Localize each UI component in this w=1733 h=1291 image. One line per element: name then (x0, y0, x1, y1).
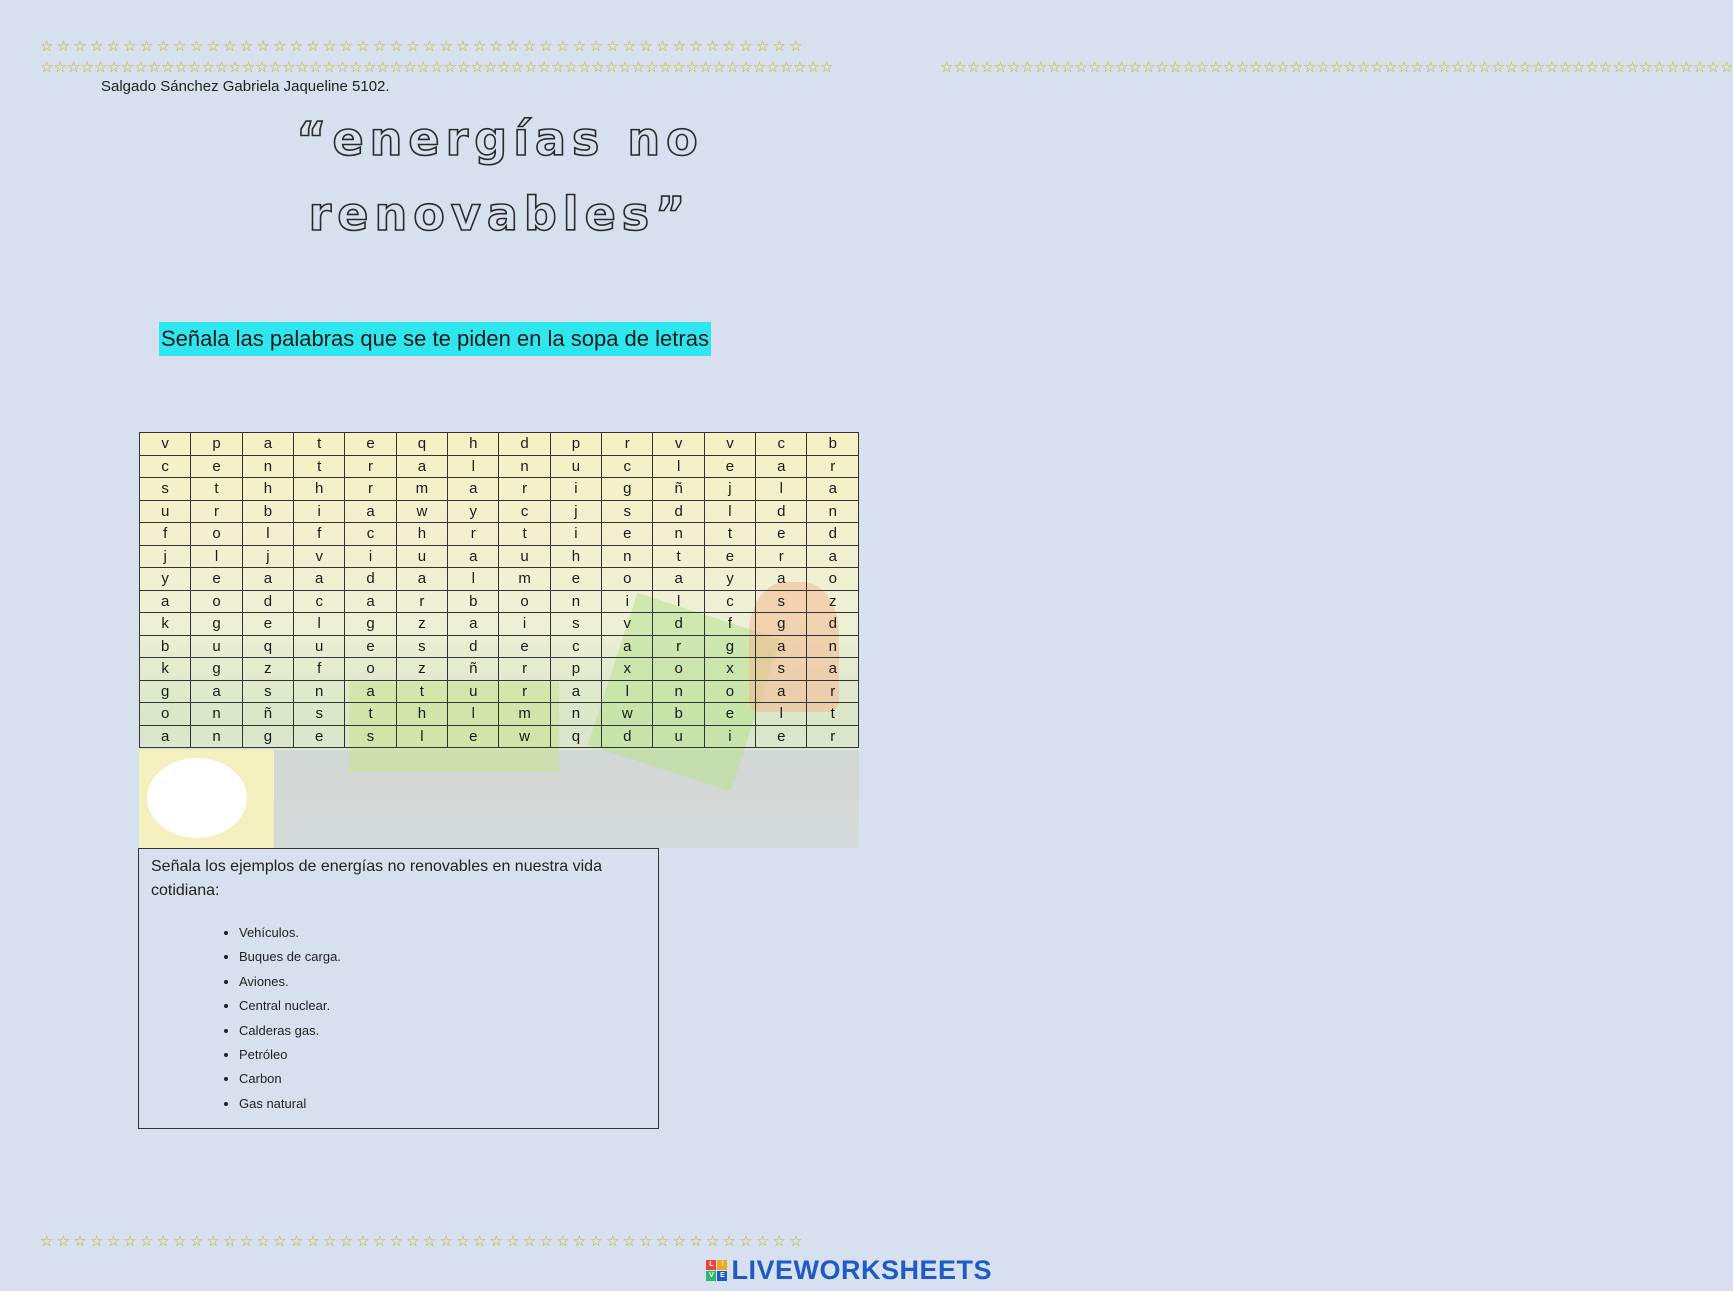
grid-cell[interactable]: d (242, 590, 293, 613)
grid-cell[interactable]: e (345, 433, 396, 456)
grid-cell[interactable]: h (396, 523, 447, 546)
grid-cell[interactable]: h (396, 703, 447, 726)
instruction-highlight: Señala las palabras que se te piden en la sopa de letras (159, 322, 711, 356)
grid-cell[interactable]: x (602, 658, 653, 681)
grid-cell[interactable]: k (140, 613, 191, 636)
grid-cell[interactable]: e (704, 455, 755, 478)
grid-cell[interactable]: d (807, 613, 859, 636)
examples-box (138, 848, 659, 1129)
grid-cell[interactable]: e (191, 568, 242, 591)
grid-cell[interactable]: s (756, 658, 807, 681)
grid-cell[interactable]: s (140, 478, 191, 501)
grid-cell[interactable]: b (807, 433, 859, 456)
grid-cell[interactable]: u (448, 680, 499, 703)
grid-cell[interactable]: g (602, 478, 653, 501)
grid-cell[interactable]: d (807, 523, 859, 546)
grid-cell[interactable]: g (704, 635, 755, 658)
grid-cell[interactable]: r (807, 725, 859, 748)
grid-cell[interactable]: n (653, 680, 704, 703)
grid-cell[interactable]: n (499, 455, 550, 478)
grid-cell[interactable]: a (602, 635, 653, 658)
grid-cell[interactable]: h (294, 478, 345, 501)
grid-row (140, 590, 859, 613)
grid-cell[interactable]: a (242, 433, 293, 456)
grid-cell[interactable]: r (499, 478, 550, 501)
grid-cell[interactable]: d (756, 500, 807, 523)
grid-cell[interactable]: t (704, 523, 755, 546)
example-item: • Gas natural (239, 1092, 341, 1116)
grid-row (140, 658, 859, 681)
grid-cell[interactable]: l (602, 680, 653, 703)
grid-row (140, 613, 859, 636)
grid-cell[interactable]: b (140, 635, 191, 658)
grid-cell[interactable]: e (191, 455, 242, 478)
grid-cell[interactable]: g (242, 725, 293, 748)
grid-cell[interactable]: i (345, 545, 396, 568)
grid-cell[interactable]: z (242, 658, 293, 681)
grid-cell[interactable]: a (756, 635, 807, 658)
grid-cell[interactable]: p (550, 433, 601, 456)
grid-cell[interactable]: w (396, 500, 447, 523)
grid-cell[interactable]: l (294, 613, 345, 636)
grid-cell[interactable]: l (653, 455, 704, 478)
grid-row (140, 523, 859, 546)
grid-cell[interactable]: f (294, 658, 345, 681)
grid-cell[interactable]: a (242, 568, 293, 591)
grid-cell[interactable]: i (550, 523, 601, 546)
grid-cell[interactable]: l (191, 545, 242, 568)
grid-cell[interactable]: f (140, 523, 191, 546)
grid-cell[interactable]: h (550, 545, 601, 568)
grid-cell[interactable]: e (756, 725, 807, 748)
grid-cell[interactable]: r (345, 478, 396, 501)
grid-cell[interactable]: a (756, 568, 807, 591)
grid-cell[interactable]: e (704, 703, 755, 726)
grid-cell[interactable]: o (704, 680, 755, 703)
grid-cell[interactable]: e (294, 725, 345, 748)
grid-cell[interactable]: a (396, 568, 447, 591)
grid-cell[interactable]: e (345, 635, 396, 658)
grid-cell[interactable]: a (807, 478, 859, 501)
grid-cell[interactable]: m (499, 568, 550, 591)
grid-cell[interactable]: h (242, 478, 293, 501)
grid-cell[interactable]: ñ (653, 478, 704, 501)
grid-cell[interactable]: d (448, 635, 499, 658)
star-border-right: ☆☆☆☆☆☆☆☆☆☆☆☆☆☆☆☆☆☆☆☆☆☆☆☆☆☆☆☆☆☆☆☆☆☆☆☆☆☆☆☆☆☆☆☆☆☆☆☆☆☆☆☆☆☆☆☆☆☆☆ (940, 58, 1733, 76)
grid-cell[interactable]: n (602, 545, 653, 568)
grid-cell[interactable]: d (499, 433, 550, 456)
grid-cell[interactable]: d (345, 568, 396, 591)
grid-cell[interactable]: w (499, 725, 550, 748)
grid-row (140, 545, 859, 568)
grid-row (140, 433, 859, 456)
grid-cell[interactable]: a (345, 680, 396, 703)
grid-cell[interactable]: v (704, 433, 755, 456)
grid-cell[interactable]: b (448, 590, 499, 613)
grid-cell[interactable]: a (807, 658, 859, 681)
grid-cell[interactable]: a (807, 545, 859, 568)
grid-cell[interactable]: l (756, 478, 807, 501)
grid-cell[interactable]: n (550, 590, 601, 613)
grid-cell[interactable]: a (756, 680, 807, 703)
example-item: • Buques de carga. (239, 945, 341, 969)
grid-cell[interactable]: g (191, 613, 242, 636)
grid-cell[interactable]: p (550, 658, 601, 681)
grid-cell[interactable]: c (140, 455, 191, 478)
grid-cell[interactable]: i (294, 500, 345, 523)
grid-cell[interactable]: e (242, 613, 293, 636)
grid-cell[interactable]: i (704, 725, 755, 748)
grid-row (140, 455, 859, 478)
examples-list (209, 921, 341, 1116)
grid-cell[interactable]: o (140, 703, 191, 726)
logo-tile: E (717, 1271, 727, 1281)
grid-cell[interactable]: g (140, 680, 191, 703)
grid-cell[interactable]: t (294, 433, 345, 456)
example-item: • Central nuclear. (239, 994, 341, 1018)
grid-cell[interactable]: l (242, 523, 293, 546)
grid-cell[interactable]: u (653, 725, 704, 748)
grid-row (140, 500, 859, 523)
grid-cell[interactable]: t (191, 478, 242, 501)
grid-cell[interactable]: t (499, 523, 550, 546)
grid-cell[interactable]: a (448, 478, 499, 501)
grid-cell[interactable]: a (140, 725, 191, 748)
star-border-bottom: ☆☆☆☆☆☆☆☆☆☆☆☆☆☆☆☆☆☆☆☆☆☆☆☆☆☆☆☆☆☆☆☆☆☆☆☆☆☆☆☆☆☆☆☆☆☆ (40, 1232, 806, 1250)
grid-cell[interactable]: z (807, 590, 859, 613)
grid-cell[interactable]: v (294, 545, 345, 568)
grid-cell[interactable]: l (704, 500, 755, 523)
grid-cell[interactable]: n (807, 500, 859, 523)
grid-cell[interactable]: f (294, 523, 345, 546)
grid-cell[interactable]: t (653, 545, 704, 568)
grid-cell[interactable]: o (191, 590, 242, 613)
logo-tile: I (717, 1260, 727, 1270)
grid-cell[interactable]: r (191, 500, 242, 523)
grid-cell[interactable]: g (756, 613, 807, 636)
grid-cell[interactable]: a (345, 500, 396, 523)
grid-cell[interactable]: p (191, 433, 242, 456)
grid-cell[interactable]: j (242, 545, 293, 568)
author-name: Salgado Sánchez Gabriela Jaqueline 5102. (101, 78, 390, 95)
title-line-2: renovables” (308, 187, 692, 241)
grid-cell[interactable]: a (345, 590, 396, 613)
grid-cell[interactable]: n (191, 703, 242, 726)
grid-cell[interactable]: w (602, 703, 653, 726)
grid-row (140, 635, 859, 658)
liveworksheets-logo-icon (706, 1260, 727, 1281)
logo-tile: V (706, 1271, 716, 1281)
grid-cell[interactable]: a (191, 680, 242, 703)
grid-cell[interactable]: o (602, 568, 653, 591)
grid-cell[interactable]: a (756, 455, 807, 478)
word-search-puzzle (139, 432, 859, 848)
grid-cell[interactable]: r (653, 635, 704, 658)
grid-cell[interactable]: r (499, 680, 550, 703)
grid-cell[interactable]: r (396, 590, 447, 613)
example-item: • Vehículos. (239, 921, 341, 945)
grid-cell[interactable]: d (653, 500, 704, 523)
example-item: • Calderas gas. (239, 1019, 341, 1043)
liveworksheets-brand[interactable] (706, 1254, 992, 1286)
grid-cell[interactable]: y (140, 568, 191, 591)
grid-cell[interactable]: r (345, 455, 396, 478)
grid-cell[interactable]: a (396, 455, 447, 478)
grid-cell[interactable]: e (550, 568, 601, 591)
grid-cell[interactable]: f (704, 613, 755, 636)
title-line-1: “energías no (296, 112, 704, 166)
example-item: • Carbon (239, 1067, 341, 1091)
grid-cell[interactable]: y (448, 500, 499, 523)
grid-cell[interactable]: a (294, 568, 345, 591)
grid-cell[interactable]: ñ (242, 703, 293, 726)
grid-cell[interactable]: q (396, 433, 447, 456)
grid-cell[interactable]: n (294, 680, 345, 703)
grid-cell[interactable]: i (602, 590, 653, 613)
star-border-left: ☆☆☆☆☆☆☆☆☆☆☆☆☆☆☆☆☆☆☆☆☆☆☆☆☆☆☆☆☆☆☆☆☆☆☆☆☆☆☆☆☆☆☆☆☆☆☆☆☆☆☆☆☆☆☆☆☆☆☆ (40, 58, 834, 76)
grid-cell[interactable]: e (704, 545, 755, 568)
grid-cell[interactable]: u (140, 500, 191, 523)
grid-cell[interactable]: v (653, 433, 704, 456)
grid-row (140, 680, 859, 703)
grid-cell[interactable]: c (294, 590, 345, 613)
grid-cell[interactable]: z (396, 613, 447, 636)
grid-cell[interactable]: u (499, 545, 550, 568)
grid-cell[interactable]: n (550, 703, 601, 726)
star-border-top: ☆☆☆☆☆☆☆☆☆☆☆☆☆☆☆☆☆☆☆☆☆☆☆☆☆☆☆☆☆☆☆☆☆☆☆☆☆☆☆☆☆☆☆☆☆☆ (40, 37, 806, 55)
grid-cell[interactable]: c (550, 635, 601, 658)
grid-cell[interactable]: d (602, 725, 653, 748)
grid-cell[interactable]: b (242, 500, 293, 523)
grid-cell[interactable]: g (345, 613, 396, 636)
grid-cell[interactable]: n (653, 523, 704, 546)
grid-cell[interactable]: e (756, 523, 807, 546)
grid-cell[interactable]: ñ (448, 658, 499, 681)
grid-cell[interactable]: o (807, 568, 859, 591)
grid-cell[interactable]: l (756, 703, 807, 726)
illustration-moon-face (147, 758, 247, 838)
grid-cell[interactable]: l (653, 590, 704, 613)
grid-cell[interactable]: s (242, 680, 293, 703)
grid-cell[interactable]: y (704, 568, 755, 591)
grid-cell[interactable]: l (448, 703, 499, 726)
grid-cell[interactable]: n (807, 635, 859, 658)
grid-cell[interactable]: a (550, 680, 601, 703)
grid-cell[interactable]: s (602, 500, 653, 523)
grid-cell[interactable]: v (602, 613, 653, 636)
grid-cell[interactable]: x (704, 658, 755, 681)
grid-cell[interactable]: r (448, 523, 499, 546)
grid-row (140, 568, 859, 591)
grid-cell[interactable]: q (242, 635, 293, 658)
grid-cell[interactable]: o (499, 590, 550, 613)
grid-cell[interactable]: r (499, 658, 550, 681)
grid-cell[interactable]: g (191, 658, 242, 681)
examples-heading: Señala los ejemplos de energías no renovables en nuestra vida cotidiana: (151, 858, 602, 899)
grid-cell[interactable]: j (550, 500, 601, 523)
grid-cell[interactable]: s (756, 590, 807, 613)
grid-cell[interactable]: s (396, 635, 447, 658)
grid-cell[interactable]: u (550, 455, 601, 478)
grid-cell[interactable]: t (396, 680, 447, 703)
grid-cell[interactable]: e (499, 635, 550, 658)
grid-cell[interactable]: a (140, 590, 191, 613)
grid-cell[interactable]: s (294, 703, 345, 726)
grid-cell[interactable]: r (756, 545, 807, 568)
grid-cell[interactable]: j (704, 478, 755, 501)
grid-cell[interactable]: v (140, 433, 191, 456)
grid-cell[interactable]: e (602, 523, 653, 546)
grid-cell[interactable]: r (807, 455, 859, 478)
grid-cell[interactable]: j (140, 545, 191, 568)
grid-cell[interactable]: n (191, 725, 242, 748)
grid-cell[interactable]: e (448, 725, 499, 748)
grid-cell[interactable]: l (396, 725, 447, 748)
grid-cell[interactable]: c (704, 590, 755, 613)
grid-cell[interactable]: c (756, 433, 807, 456)
grid-cell[interactable]: d (653, 613, 704, 636)
grid-row (140, 478, 859, 501)
grid-cell[interactable]: m (499, 703, 550, 726)
grid-cell[interactable]: c (602, 455, 653, 478)
grid-cell[interactable]: s (550, 613, 601, 636)
grid-cell[interactable]: k (140, 658, 191, 681)
grid-cell[interactable]: o (191, 523, 242, 546)
grid-row (140, 703, 859, 726)
grid-cell[interactable]: r (602, 433, 653, 456)
grid-cell[interactable]: i (550, 478, 601, 501)
grid-cell[interactable]: i (499, 613, 550, 636)
grid-cell[interactable]: t (294, 455, 345, 478)
logo-tile: L (706, 1260, 716, 1270)
grid-cell[interactable]: b (653, 703, 704, 726)
grid-cell[interactable]: z (396, 658, 447, 681)
grid-cell[interactable]: u (191, 635, 242, 658)
grid-cell[interactable]: u (294, 635, 345, 658)
example-item: • Aviones. (239, 970, 341, 994)
grid-cell[interactable]: t (345, 703, 396, 726)
example-item: • Petróleo (239, 1043, 341, 1067)
grid-cell[interactable]: c (499, 500, 550, 523)
brand-text: LIVEWORKSHEETS (731, 1254, 992, 1285)
grid-cell[interactable]: a (653, 568, 704, 591)
grid-cell[interactable]: r (807, 680, 859, 703)
grid-cell[interactable]: m (396, 478, 447, 501)
grid-cell[interactable]: l (448, 455, 499, 478)
grid-row (140, 725, 859, 748)
grid-cell[interactable]: n (242, 455, 293, 478)
grid-cell[interactable]: o (653, 658, 704, 681)
grid-cell[interactable]: q (550, 725, 601, 748)
grid-cell[interactable]: c (345, 523, 396, 546)
grid-cell[interactable]: t (807, 703, 859, 726)
grid-cell[interactable]: l (448, 568, 499, 591)
grid-cell[interactable]: u (396, 545, 447, 568)
grid-cell[interactable]: s (345, 725, 396, 748)
grid-cell[interactable]: h (448, 433, 499, 456)
grid-cell[interactable]: a (448, 613, 499, 636)
grid-cell[interactable]: a (448, 545, 499, 568)
grid-cell[interactable]: o (345, 658, 396, 681)
letter-grid (139, 432, 859, 748)
